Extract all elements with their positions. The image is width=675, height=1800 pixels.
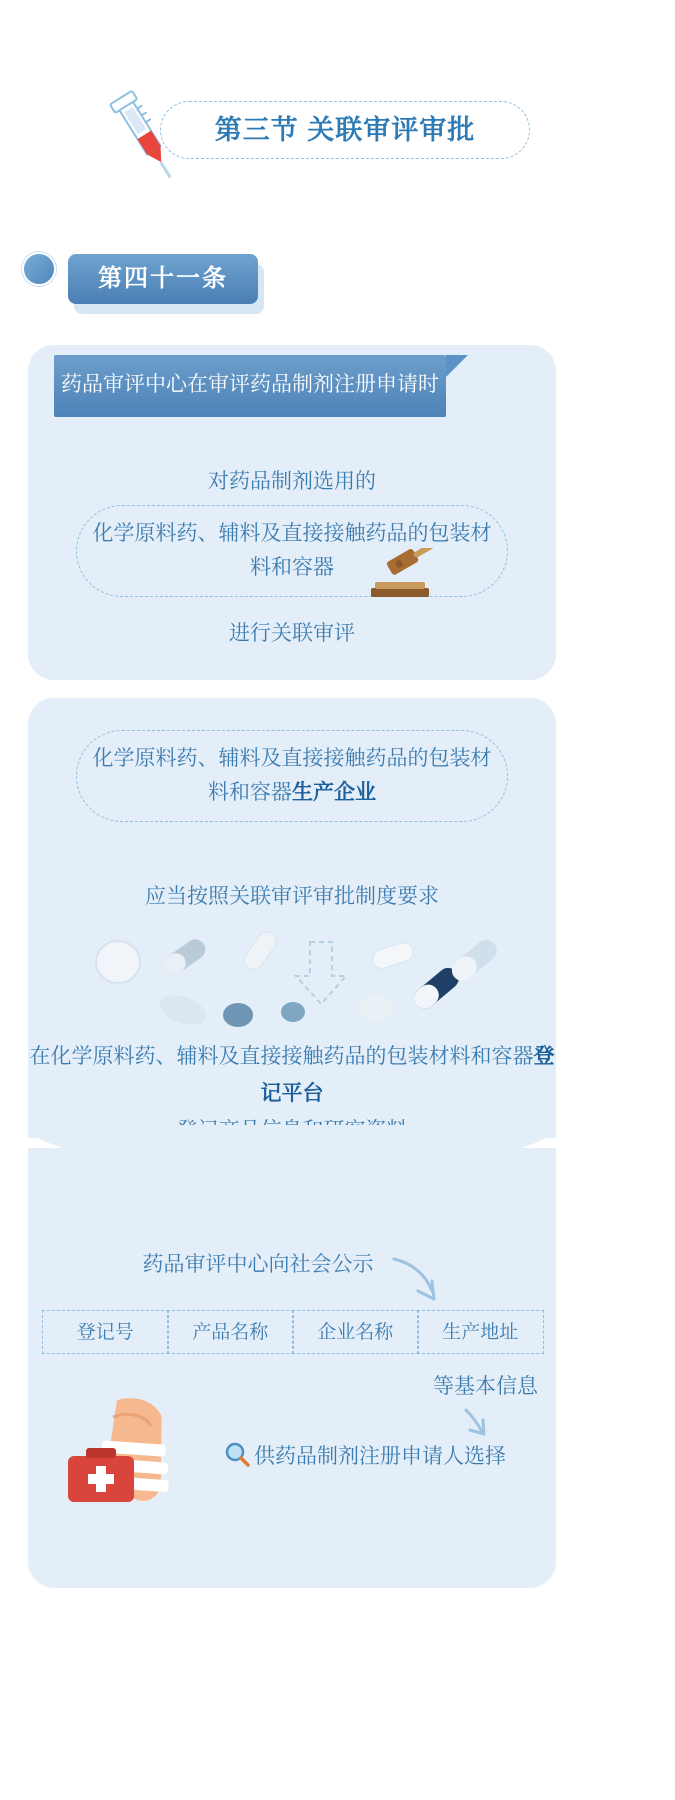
disclosure-table bbox=[42, 1310, 542, 1354]
arrow-small-icon bbox=[460, 1406, 494, 1440]
card2-block-bold: 登记平台 bbox=[260, 1045, 555, 1105]
card-review-association bbox=[28, 345, 556, 680]
card2-speech-text bbox=[77, 742, 507, 810]
card2-speech-prefix: 化学原料药、辅料及直接接触药品的包装材料和容器 bbox=[92, 747, 492, 804]
card2-speech-bold: 生产企业 bbox=[292, 781, 376, 804]
gavel-icon bbox=[365, 548, 437, 600]
card-registration-platform bbox=[28, 698, 556, 1138]
card-public-disclosure bbox=[28, 1148, 556, 1588]
arrow-down-right-icon bbox=[388, 1253, 446, 1311]
card3-line2: 等基本信息 bbox=[433, 1375, 538, 1398]
table-cell: 登记号 bbox=[42, 1310, 169, 1354]
bullet-dot-icon bbox=[22, 252, 56, 286]
arrow-down-icon bbox=[296, 942, 346, 1004]
table-cell: 产品名称 bbox=[167, 1310, 294, 1354]
card1-line2: 对药品制剂选用的 bbox=[208, 470, 376, 493]
table-cell: 企业名称 bbox=[292, 1310, 419, 1354]
card1-banner: 药品审评中心在审评药品制剂注册申请时 bbox=[54, 355, 446, 417]
card1-line4: 进行关联审评 bbox=[229, 622, 355, 645]
card1-highlight-text: 化学原料药、辅料及直接接触药品的包装材料和容器 bbox=[92, 522, 492, 579]
card2-line2: 应当按照关联审评审批制度要求 bbox=[145, 885, 439, 908]
article-badge: 第四十一条 bbox=[68, 254, 258, 304]
first-aid-kit-icon bbox=[58, 1390, 208, 1510]
table-cell: 生产地址 bbox=[417, 1310, 544, 1354]
article-badge-row bbox=[22, 246, 322, 320]
card1-highlight-box bbox=[76, 505, 508, 597]
card2-speech-box bbox=[76, 730, 508, 822]
card2-block-prefix: 在化学原料药、辅料及直接接触药品的包装材料和容器 bbox=[29, 1045, 534, 1068]
card3-line1: 药品审评中心向社会公示 bbox=[142, 1253, 374, 1276]
pills-icon bbox=[88, 920, 498, 1030]
section-title: 第三节 关联审评审批 bbox=[214, 115, 476, 145]
section-header bbox=[100, 95, 530, 167]
card3-line3: 供药品制剂注册申请人选择 bbox=[254, 1445, 506, 1468]
